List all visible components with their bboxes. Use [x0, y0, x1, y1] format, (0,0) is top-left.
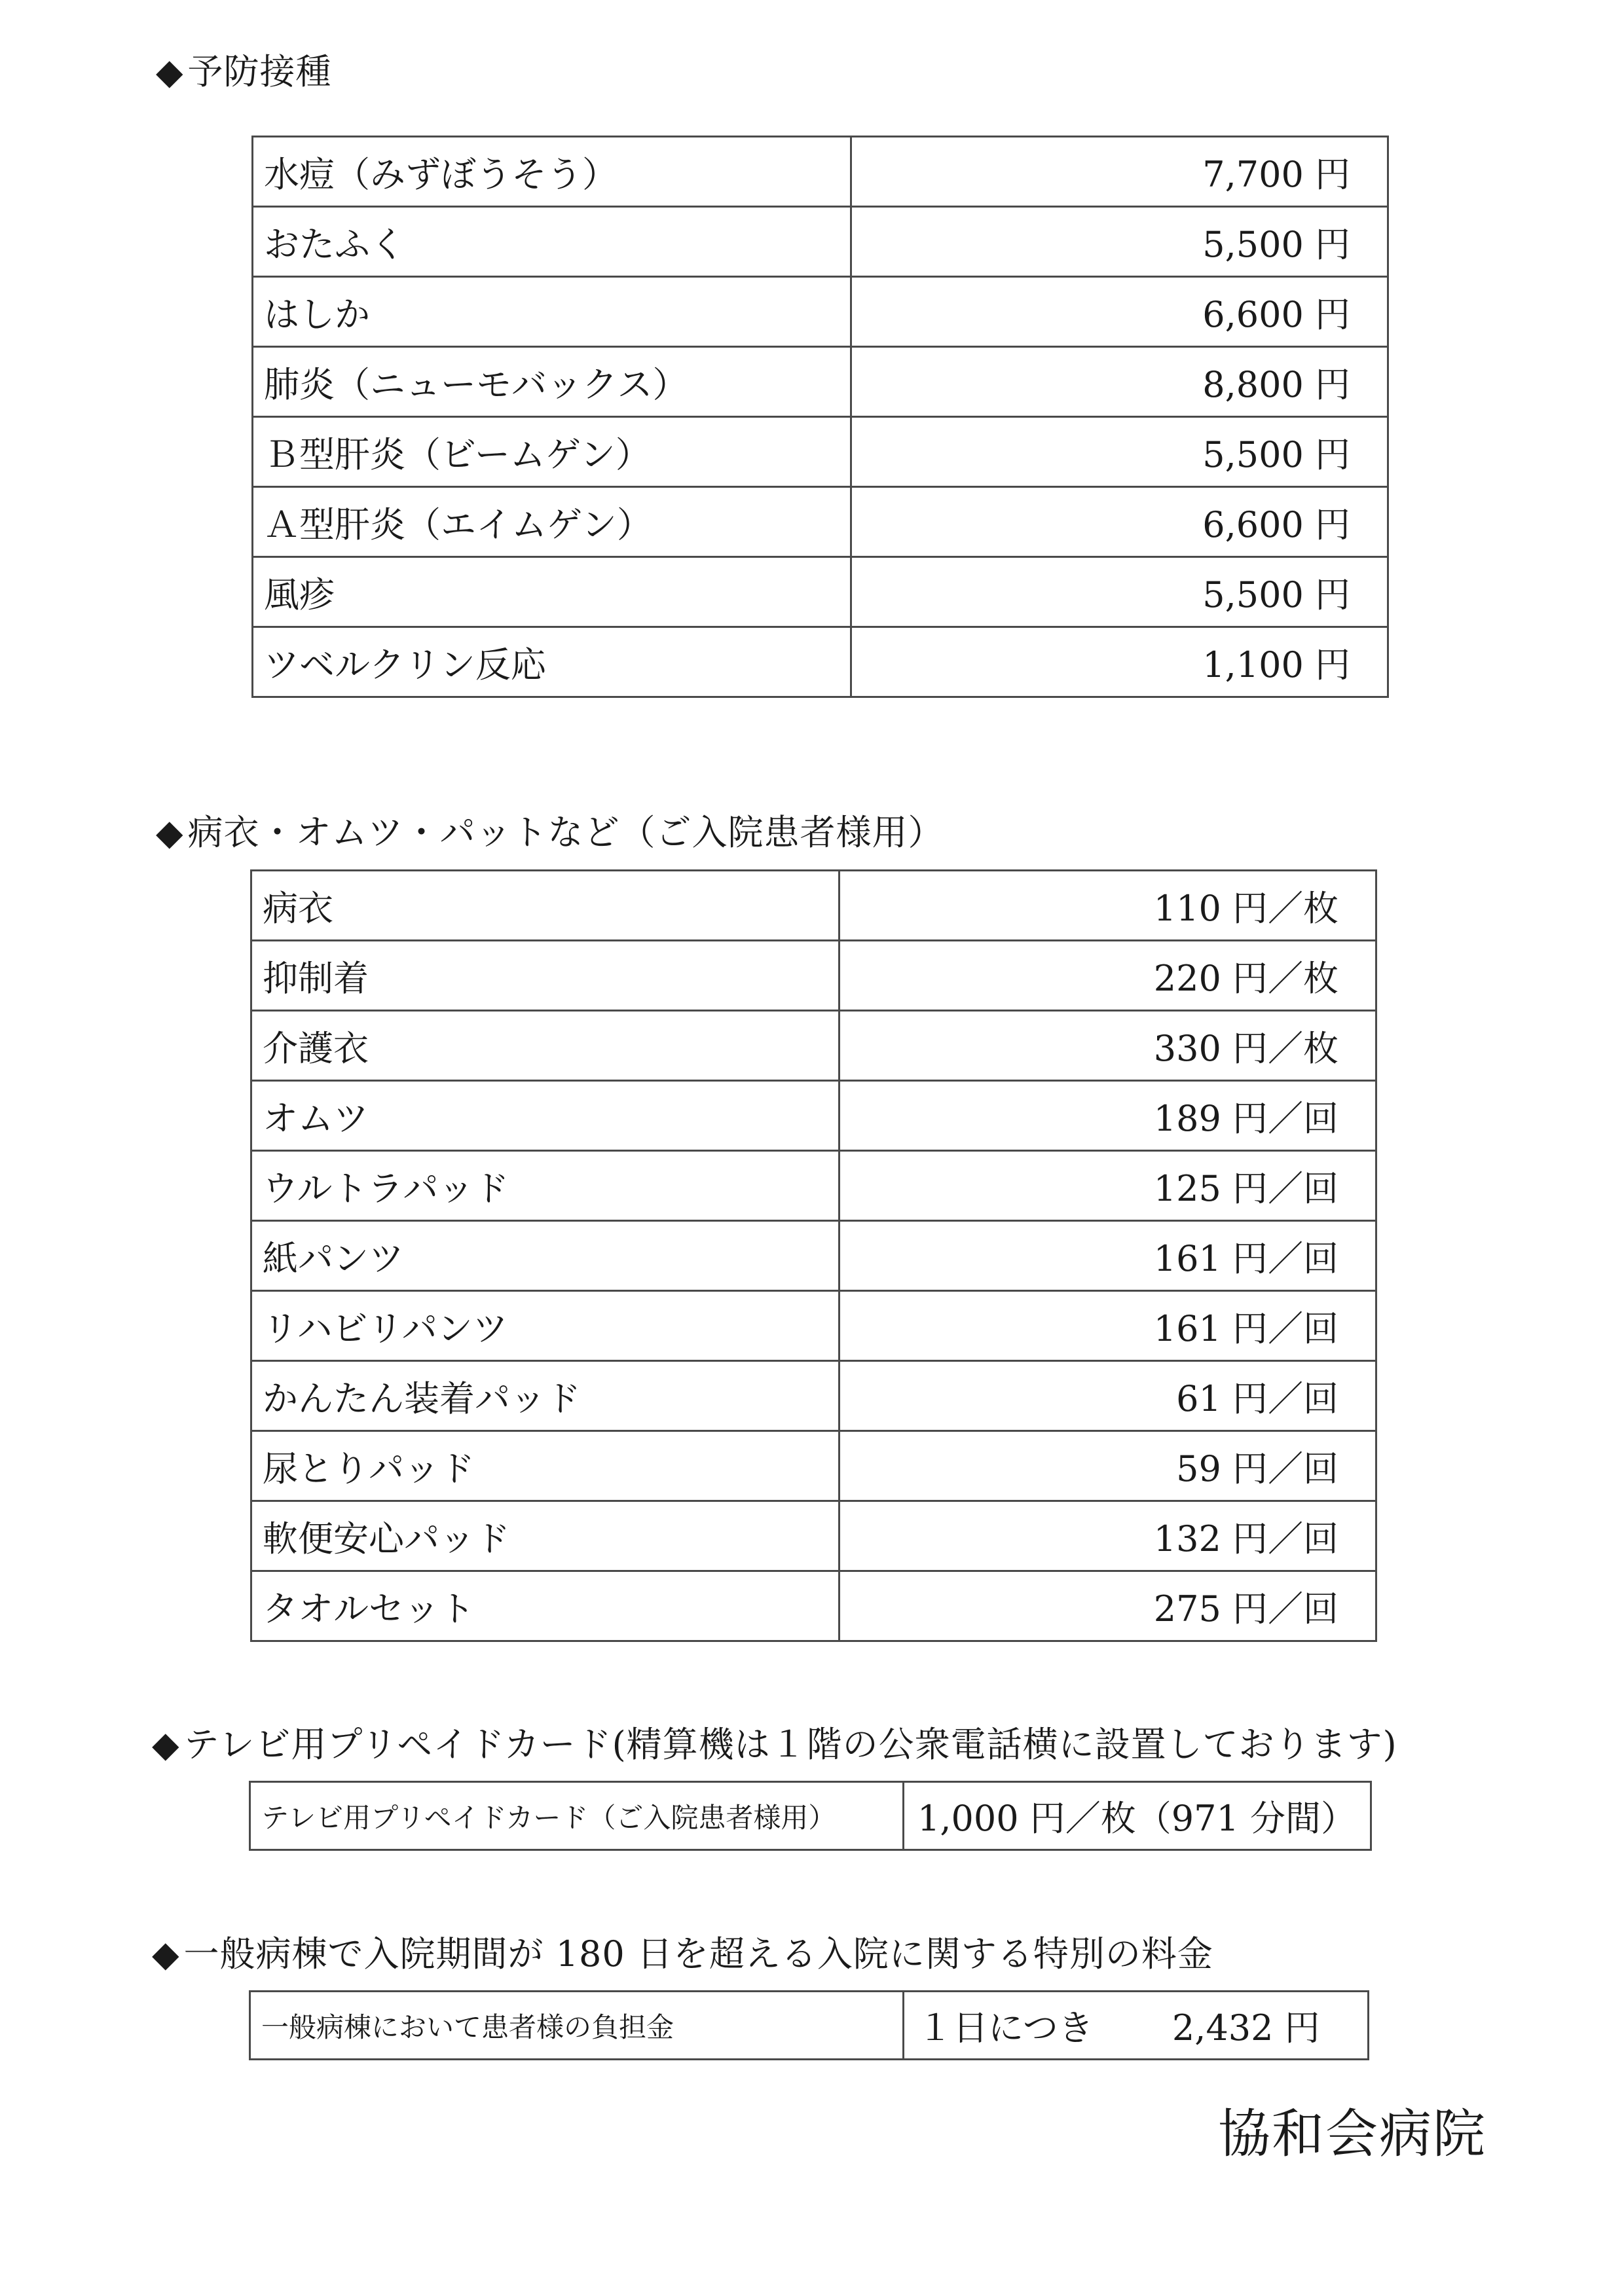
item-name: 水痘（みずぼうそう）	[253, 137, 851, 207]
tv-card-price: 1,000 円／枚（971 分間）	[904, 1782, 1371, 1850]
table-row	[251, 1221, 1376, 1291]
table-row	[253, 347, 1388, 417]
item-price: 161 円／回	[840, 1291, 1376, 1361]
item-price: 161 円／回	[840, 1221, 1376, 1291]
item-price: 59 円／回	[840, 1431, 1376, 1501]
long-stay-table	[249, 1990, 1369, 2060]
table-row	[253, 137, 1388, 207]
item-name: Ａ型肝炎（エイムゲン）	[253, 487, 851, 557]
vaccination-heading	[156, 49, 332, 95]
table-row	[251, 1291, 1376, 1361]
table-row	[250, 1992, 1369, 2060]
table-row	[251, 1081, 1376, 1151]
vaccination-table-body	[253, 137, 1388, 697]
item-name: 尿とりパッド	[251, 1431, 840, 1501]
item-price: 1,100 円	[851, 627, 1388, 697]
tv-card-heading-text: テレビ用プリペイドカード(精算機は１階の公衆電話横に設置しております)	[183, 1724, 1397, 1765]
table-row	[251, 1571, 1376, 1641]
item-name: 抑制着	[251, 941, 840, 1011]
item-price: 5,500 円	[851, 417, 1388, 487]
diamond-bullet-icon: ◆	[152, 1724, 180, 1765]
supplies-price-table	[250, 869, 1377, 1642]
item-price: 132 円／回	[840, 1501, 1376, 1571]
supplies-heading-text: 病衣・オムツ・パットなど（ご入院患者様用）	[187, 812, 944, 853]
item-price: 275 円／回	[840, 1571, 1376, 1641]
table-row	[253, 557, 1388, 627]
supplies-table-body	[251, 871, 1376, 1641]
long-stay-value	[904, 1992, 1369, 2060]
item-name: 肺炎（ニューモバックス）	[253, 347, 851, 417]
table-row	[250, 1782, 1371, 1850]
item-price: 8,800 円	[851, 347, 1388, 417]
table-row	[251, 1151, 1376, 1221]
item-name: 紙パンツ	[251, 1221, 840, 1291]
item-price: 5,500 円	[851, 557, 1388, 627]
item-name: 風疹	[253, 557, 851, 627]
item-name: おたふく	[253, 207, 851, 277]
item-name: はしか	[253, 277, 851, 347]
item-name: ツベルクリン反応	[253, 627, 851, 697]
table-row	[253, 207, 1388, 277]
long-stay-heading	[152, 1931, 1213, 1977]
diamond-bullet-icon: ◆	[156, 812, 184, 853]
item-name: 病衣	[251, 871, 840, 941]
table-row	[251, 1501, 1376, 1571]
tv-card-heading	[152, 1722, 1397, 1768]
item-price: 110 円／枚	[840, 871, 1376, 941]
item-price: 6,600 円	[851, 277, 1388, 347]
item-name: かんたん装着パッド	[251, 1361, 840, 1431]
tv-card-name: テレビ用プリペイドカード（ご入院患者様用）	[250, 1782, 904, 1850]
item-price: 125 円／回	[840, 1151, 1376, 1221]
table-row	[253, 277, 1388, 347]
table-row	[251, 1361, 1376, 1431]
long-stay-name: 一般病棟において患者様の負担金	[250, 1992, 904, 2060]
table-row	[251, 1431, 1376, 1501]
item-name: 介護衣	[251, 1011, 840, 1081]
item-name: ウルトラパッド	[251, 1151, 840, 1221]
item-price: 330 円／枚	[840, 1011, 1376, 1081]
item-price: 61 円／回	[840, 1361, 1376, 1431]
long-stay-price: 2,432 円	[1172, 2007, 1320, 2049]
item-name: リハビリパンツ	[251, 1291, 840, 1361]
item-price: 189 円／回	[840, 1081, 1376, 1151]
item-name: 軟便安心パッド	[251, 1501, 840, 1571]
table-row	[253, 487, 1388, 557]
vaccination-heading-text: 予防接種	[187, 51, 332, 92]
long-stay-unit: １日につき	[917, 2007, 1094, 2049]
item-name: オムツ	[251, 1081, 840, 1151]
item-price: 5,500 円	[851, 207, 1388, 277]
table-row	[251, 1011, 1376, 1081]
hospital-name: 協和会病院	[1218, 2104, 1486, 2164]
item-price: 220 円／枚	[840, 941, 1376, 1011]
tv-card-table	[249, 1781, 1372, 1851]
item-price: 6,600 円	[851, 487, 1388, 557]
table-row	[253, 627, 1388, 697]
vaccination-price-table	[251, 136, 1389, 698]
table-row	[251, 871, 1376, 941]
item-price: 7,700 円	[851, 137, 1388, 207]
item-name: タオルセット	[251, 1571, 840, 1641]
table-row	[253, 417, 1388, 487]
diamond-bullet-icon: ◆	[152, 1933, 180, 1975]
long-stay-heading-text: 一般病棟で入院期間が 180 日を超える入院に関する特別の料金	[183, 1933, 1213, 1975]
table-row	[251, 941, 1376, 1011]
diamond-bullet-icon: ◆	[156, 51, 184, 92]
supplies-heading	[156, 810, 944, 856]
item-name: Ｂ型肝炎（ビームゲン）	[253, 417, 851, 487]
